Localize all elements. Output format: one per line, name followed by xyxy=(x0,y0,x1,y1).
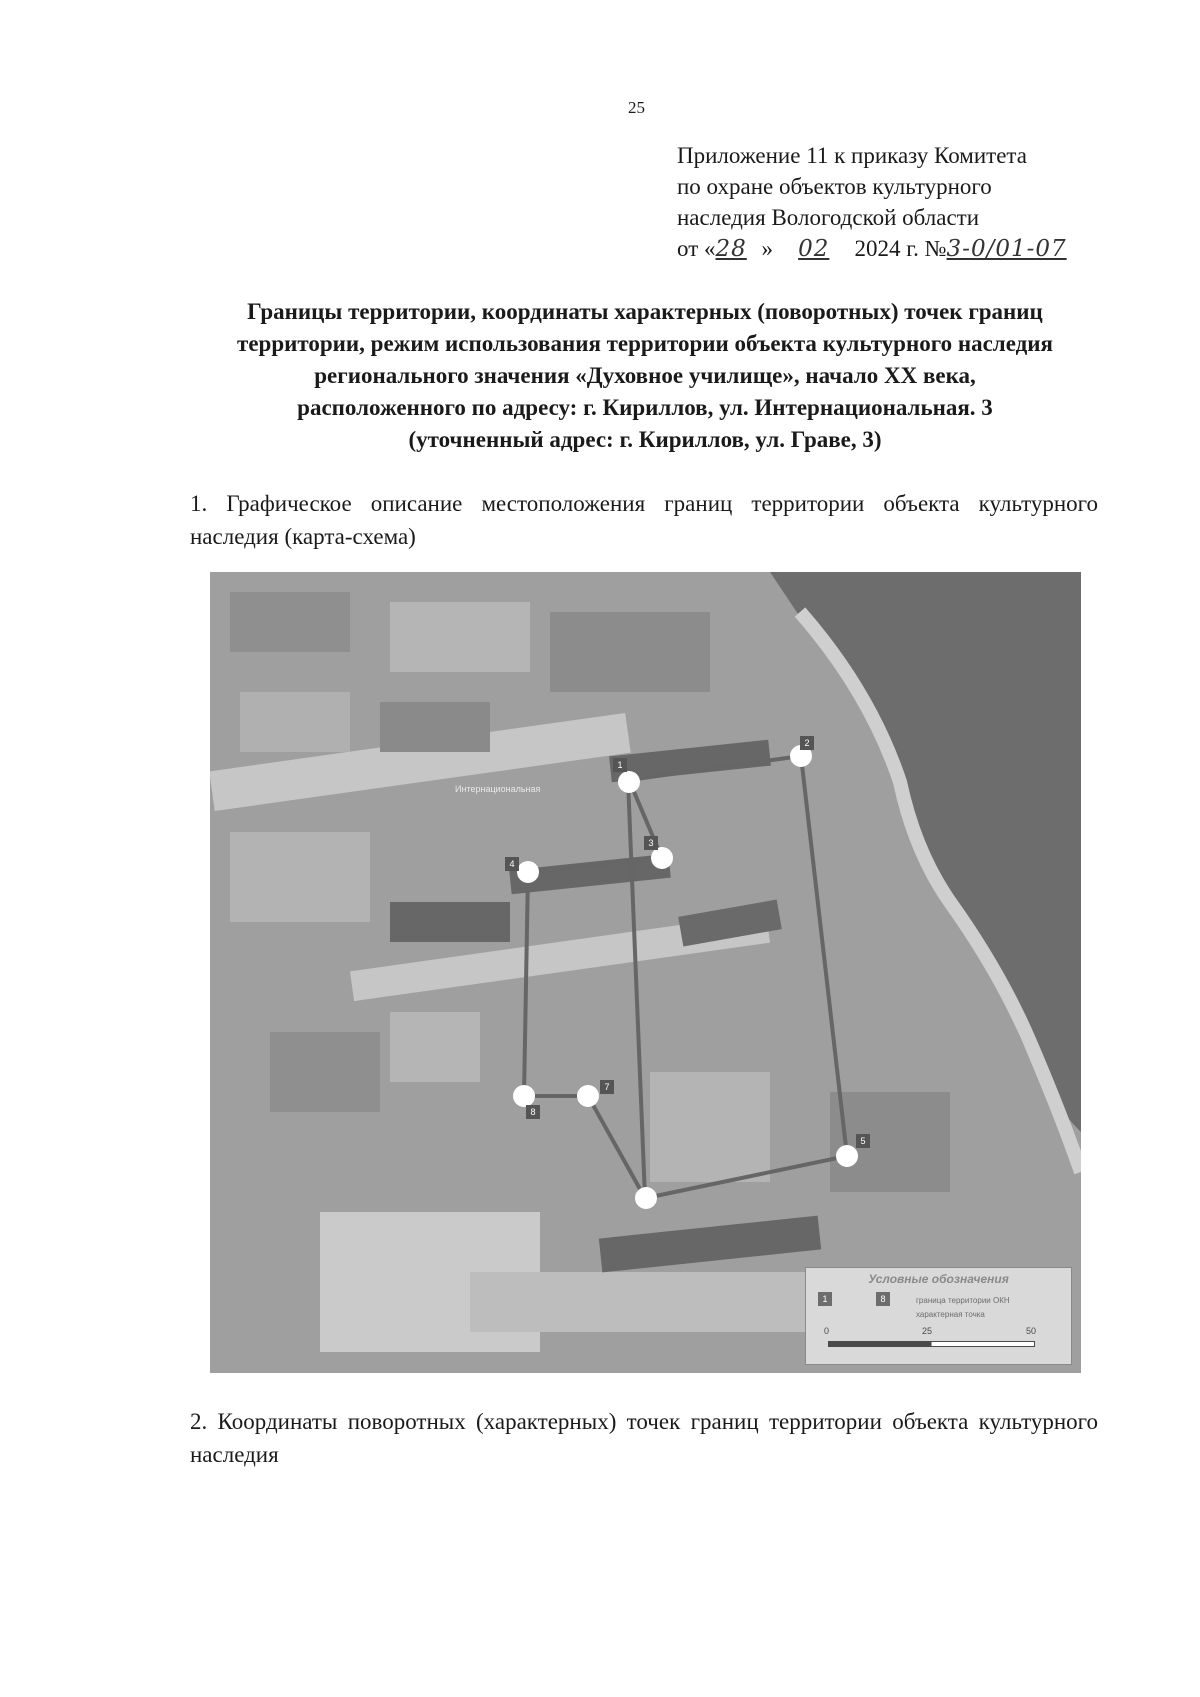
handwritten-day: 28 xyxy=(715,236,747,262)
point-label-2: 2 xyxy=(804,738,810,748)
scale-bar xyxy=(828,1341,1035,1347)
handwritten-month: 02 xyxy=(798,236,830,262)
appendix-line-1: Приложение 11 к приказу Комитета xyxy=(677,143,1027,168)
legend-item-1: граница территории ОКН xyxy=(916,1296,1010,1305)
title-line-3: регионального значения «Духовное училище», начало XX века, xyxy=(314,363,976,388)
date-year: 2024 г. № xyxy=(854,236,947,261)
map-legend xyxy=(805,1267,1072,1365)
boundary-point-6 xyxy=(635,1187,657,1209)
boundary-point-1 xyxy=(618,771,640,793)
title-line-2: территории, режим использования территории объекта культурного наследия xyxy=(237,331,1053,356)
legend-marker-last: 8 xyxy=(876,1292,890,1306)
page-number: 25 xyxy=(628,98,645,117)
boundary-point-4 xyxy=(517,861,539,883)
point-label-3: 3 xyxy=(648,838,654,848)
scale-end: 50 xyxy=(1026,1326,1037,1336)
point-label-5: 5 xyxy=(860,1136,866,1146)
document-title xyxy=(180,296,1110,456)
appendix-line-3: наследия Вологодской области xyxy=(677,205,980,230)
appendix-header xyxy=(677,140,1137,265)
date-separator: » xyxy=(761,236,773,261)
title-line-1: Границы территории, координаты характерных (поворотных) точек границ xyxy=(247,299,1043,324)
street-label: Интернациональная xyxy=(455,784,541,794)
title-line-4: расположенного по адресу: г. Кириллов, ул. Интернациональная. 3 xyxy=(297,395,993,420)
legend-marker-first: 1 xyxy=(818,1292,832,1306)
point-label-8: 8 xyxy=(530,1107,536,1117)
appendix-line-2: по охране объектов культурного xyxy=(677,174,992,199)
handwritten-order-number: 3-0/01-07 xyxy=(946,236,1067,262)
boundary-point-8 xyxy=(513,1085,535,1107)
legend-item-2: характерная точка xyxy=(916,1310,985,1319)
boundary-point-7 xyxy=(577,1085,599,1107)
legend-title: Условные обозначения xyxy=(868,1272,1009,1286)
point-label-4: 4 xyxy=(509,859,515,869)
point-label-1: 1 xyxy=(617,760,623,770)
scale-start: 0 xyxy=(824,1326,830,1336)
title-line-5: (уточненный адрес: г. Кириллов, ул. Граве, 3) xyxy=(408,427,882,452)
map-scheme xyxy=(210,572,1081,1373)
boundary-point-3 xyxy=(651,847,673,869)
point-label-7: 7 xyxy=(604,1082,610,1092)
map-background xyxy=(210,572,1081,1373)
section-2-heading: 2. Координаты поворотных (характерных) точек границ территории объекта культурного наследия xyxy=(190,1409,1098,1467)
appendix-date-line xyxy=(677,233,1137,265)
scale-mid: 25 xyxy=(922,1326,933,1336)
boundary-point-5 xyxy=(836,1145,858,1167)
section-1-heading: 1. Графическое описание местоположения границ территории объекта культурного наследия (карта-схема) xyxy=(190,491,1098,549)
date-prefix: от « xyxy=(677,236,716,261)
